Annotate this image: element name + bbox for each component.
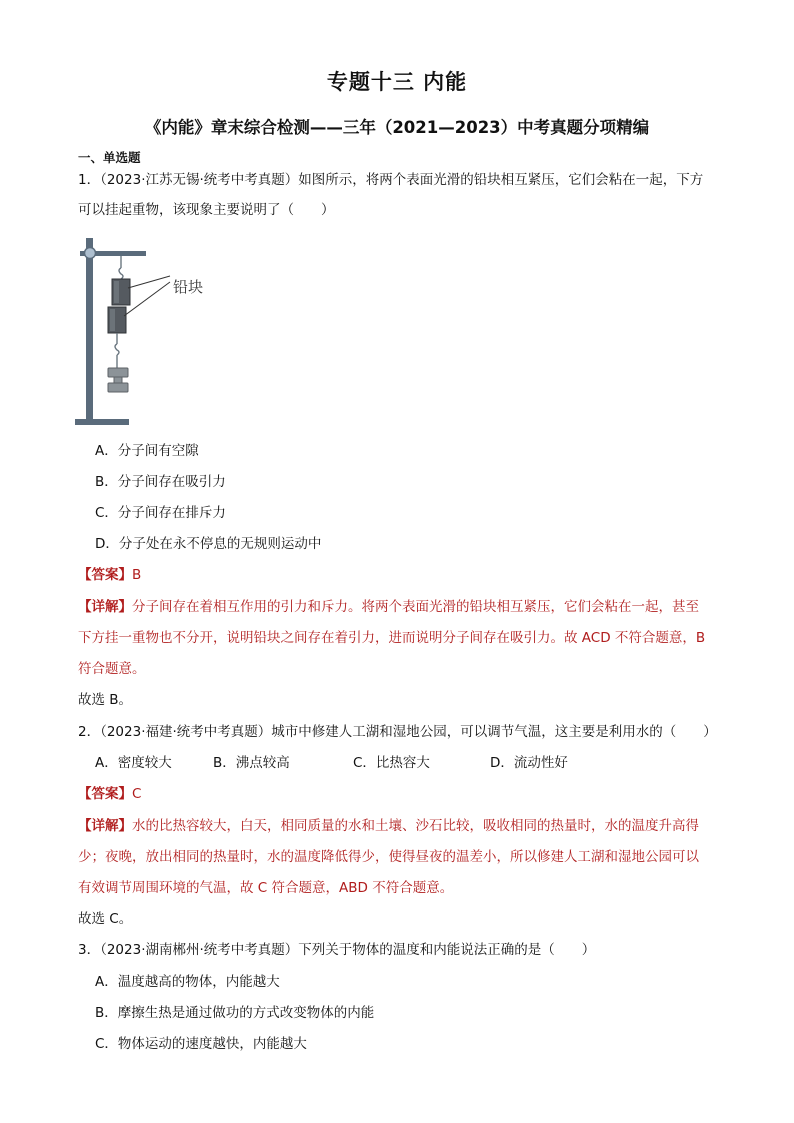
q1-option-b: B．分子间存在吸引力 [95,474,226,490]
stand-base [75,419,129,425]
lead-block-figure [70,228,230,428]
stand-pole [86,238,93,420]
q1-detail-line3: 符合题意。 [78,661,146,677]
q1-detail-line2: 下方挂一重物也不分开，说明铅块之间存在着引力，进而说明分子间存在吸引力。故 ACD 不符合题意，B [78,630,706,646]
q2-detail-line1: 【详解】水的比热容较大，白天，相同质量的水和土壤、沙石比较，吸收相同的热量时，水的温度升高得 [78,818,699,834]
q2-option-d: D．流动性好 [490,755,568,771]
q1-detail-line1: 【详解】分子间存在着相互作用的引力和斥力。将两个表面光滑的铅块相互紧压，它们会粘在一起，甚至 [78,599,699,615]
figure-label-lead-block: 铅块 [173,278,204,296]
stand-clamp [85,248,96,259]
q2-options-row [95,753,568,773]
q2-option-c: C．比热容大 [353,755,430,771]
page-title: 专题十三 内能 [326,70,468,94]
q2-conclusion: 故选 C。 [78,911,133,927]
q1-stem-line1: 1．（2023·江苏无锡·统考中考真题）如图所示，将两个表面光滑的铅块相互紧压，它们会粘在一起，下方 [78,172,704,188]
weight-top [108,368,128,377]
q2-detail-line2: 少；夜晚，放出相同的热量时，水的温度降低得少，使得昼夜的温差小，所以修建人工湖和湿地公园可以 [78,849,699,865]
q2-detail-line3: 有效调节周围环境的气温，故 C 符合题意，ABD 不符合题意。 [78,880,454,896]
q1-answer: 【答案】B [78,567,142,583]
q2-option-a: A．密度较大 [95,755,172,771]
top-hook [119,268,123,279]
q1-option-a: A．分子间有空隙 [95,443,199,459]
q3-option-c: C．物体运动的速度越快，内能越大 [95,1036,307,1052]
q3-option-b: B．摩擦生热是通过做功的方式改变物体的内能 [95,1005,375,1021]
q2-stem-line1: 2．（2023·福建·统考中考真题）城市中修建人工湖和湿地公园，可以调节气温，这主要是利用水的（ ） [78,724,717,740]
q1-option-d: D．分子处在永不停息的无规则运动中 [95,536,322,552]
q2-option-b: B．沸点较高 [213,755,290,771]
page-subtitle: 《内能》章末综合检测——三年（2021—2023）中考真题分项精编 [144,118,650,137]
section-heading: 一、单选题 [78,150,141,165]
weight-bottom [108,383,128,392]
q3-option-a: A．温度越高的物体，内能越大 [95,974,280,990]
q1-conclusion: 故选 B。 [78,692,133,708]
q1-stem-line2: 可以挂起重物，该现象主要说明了（ ） [78,202,335,218]
q1-option-c: C．分子间存在排斥力 [95,505,226,521]
lower-hook [115,344,119,355]
q3-stem-line1: 3．（2023·湖南郴州·统考中考真题）下列关于物体的温度和内能说法正确的是（ ） [78,942,596,958]
q2-answer: 【答案】C [78,786,142,802]
